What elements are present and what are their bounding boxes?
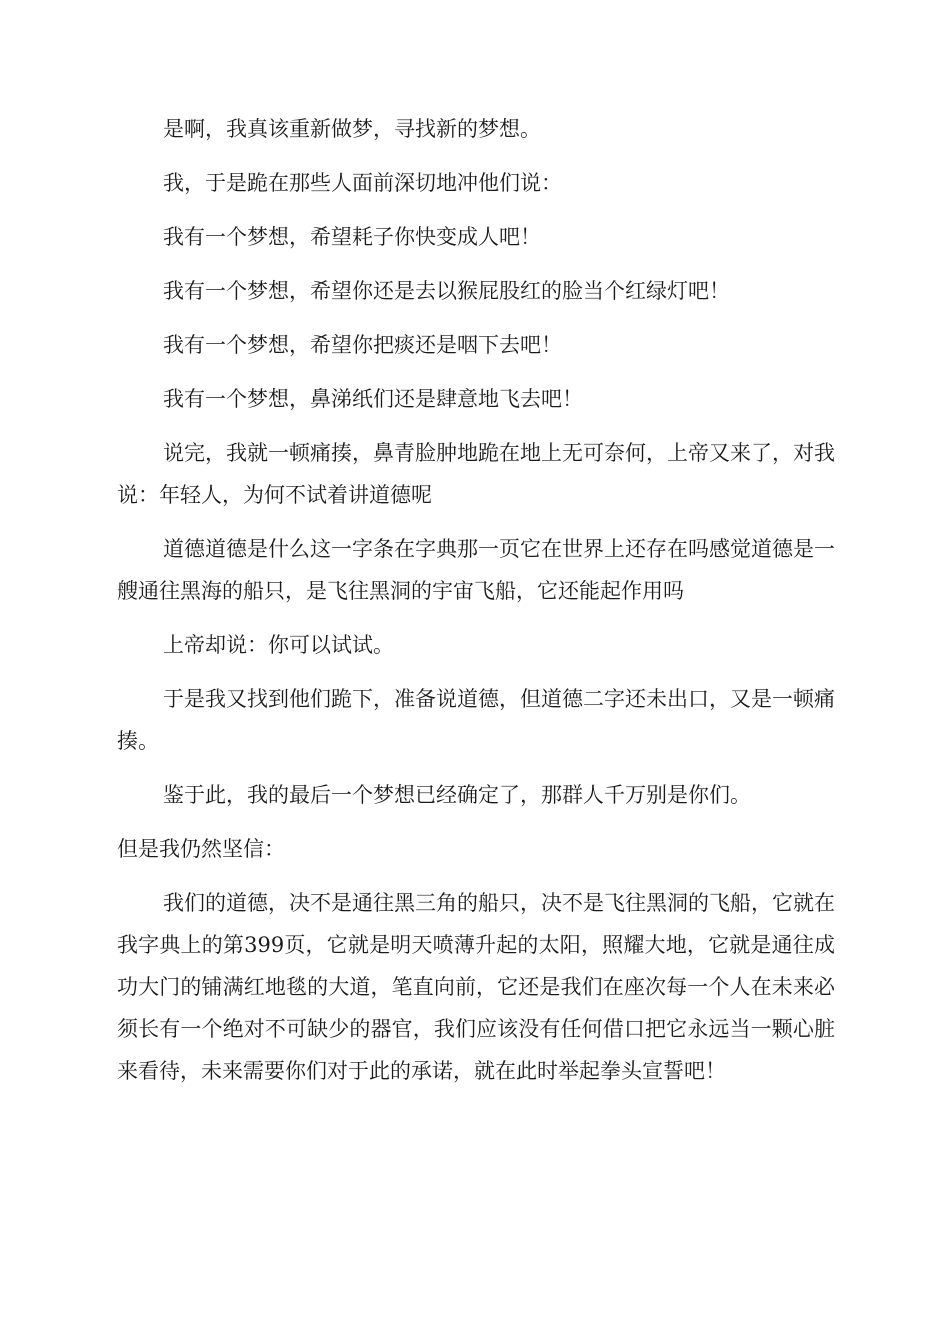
paragraph: 我有一个梦想，希望你把痰还是咽下去吧！ [163, 333, 562, 357]
paragraph: 我有一个梦想，鼻涕纸们还是肆意地飞去吧！ [163, 387, 583, 411]
paragraph: 道德道德是什么这一字条在字典那一页它在世界上还存在吗感觉道德是一艘通往黑海的船只，是飞往黑洞的宇宙飞船，它还能起作用吗 [117, 537, 835, 603]
paragraph: 我，于是跪在那些人面前深切地冲他们说： [163, 171, 562, 195]
paragraph: 于是我又找到他们跪下，准备说道德，但道德二字还未出口，又是一顿痛揍。 [117, 687, 835, 753]
paragraph: 说完，我就一顿痛揍，鼻青脸肿地跪在地上无可奈何，上帝又来了，对我说：年轻人，为何不试着讲道德呢 [117, 441, 835, 507]
paragraph: 是啊，我真该重新做梦，寻找新的梦想。 [163, 117, 541, 141]
paragraph: 我有一个梦想，希望你还是去以猴屁股红的脸当个红绿灯吧！ [163, 279, 730, 303]
paragraph: 鉴于此，我的最后一个梦想已经确定了，那群人千万别是你们。 [163, 783, 751, 807]
paragraph: 但是我仍然坚信： [117, 837, 285, 861]
paragraph: 我们的道德，决不是通往黑三角的船只，决不是飞往黑洞的飞船，它就在我字典上的第399页，它就是明天喷薄升起的太阳，照耀大地，它就是通往成功大门的铺满红地毯的大道，笔直向前，它还是我们在座次每一个人在未来必须长有一个绝对不可缺少的器官，我们应该没有任何借口把它永远当一颗心脏来看待，未来需要你们对于此的承诺，就在此时举起拳头宣誓吧！ [117, 891, 835, 1083]
paragraph: 我有一个梦想，希望耗子你快变成人吧！ [163, 225, 541, 249]
document-body [117, 108, 835, 1104]
paragraph: 上帝却说：你可以试试。 [163, 633, 394, 657]
